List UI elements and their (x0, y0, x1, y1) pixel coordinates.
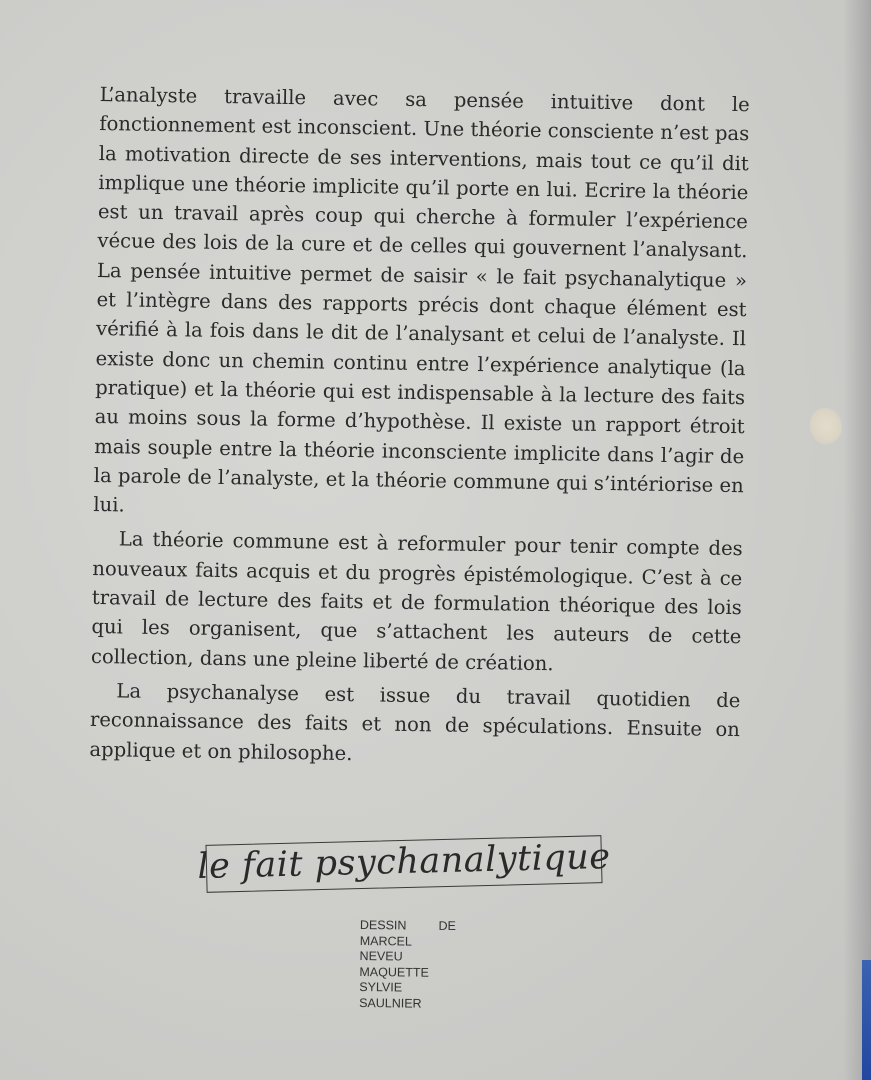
design-credits (359, 918, 456, 1013)
paragraph-3: La psychanalyse est issue du travail quotidien de reconnaissance des faits et non de spéculations. Ensuite on applique et on philosophe. (89, 679, 741, 765)
credit-line-4: MAQUETTE (359, 964, 429, 980)
credit-line-3: NEVEU (359, 949, 403, 964)
blurb-text (89, 80, 750, 779)
paragraph-1: L’analyste travaille avec sa pensée intuitive dont le fonctionnement est inconscient. Une théorie consciente n’est pas la motivation directe de ses interventions, mais tout ce qu’il dit implique une théorie implicite qu’il porte en lui. Ecrire la théorie est un travail après coup qui cherche à formuler l’expérience vécue des lois de la cure et de celles qui gouvernent l’analysant. La pensée intuitive permet de saisir « le fait psychanalytique » et l’intègre dans des rapports précis dont chaque élément est vérifié à la fois dans le dit de l’analysant et celui de l’analyste. Il existe donc un chemin continu entre l’expérience analytique (la pratique) et la théorie qui est indispensable à la lecture des faits au moins sous la forme d’hypothèse. Il existe un rapport étroit mais souple entre la théorie inconsciente implicite dans l’agir de la parole de l’analyste, et la théorie commune qui s’intériorise en lui. (93, 82, 750, 517)
credit-line-1: DESSIN DE (359, 918, 456, 934)
paper-stain (804, 403, 848, 449)
blue-background-edge (862, 960, 871, 1080)
credit-line-5: SYLVIE (359, 980, 403, 995)
credit-line-6: SAULNIER (359, 995, 422, 1011)
series-logo-text: le fait psychanalytique (196, 836, 611, 887)
paragraph-2: La théorie commune est à reformuler pour tenir compte des nouveaux faits acquis et du progrès épistémologique. C’est à ce travail de lecture des faits et de formulation théorique des lois qui les organisent, que s’attachent les auteurs de cette collection, dans une pleine liberté de création. (90, 527, 743, 675)
credit-line-2: MARCEL (359, 933, 412, 949)
page-edge-shadow (843, 0, 871, 1080)
series-logo (196, 835, 611, 893)
